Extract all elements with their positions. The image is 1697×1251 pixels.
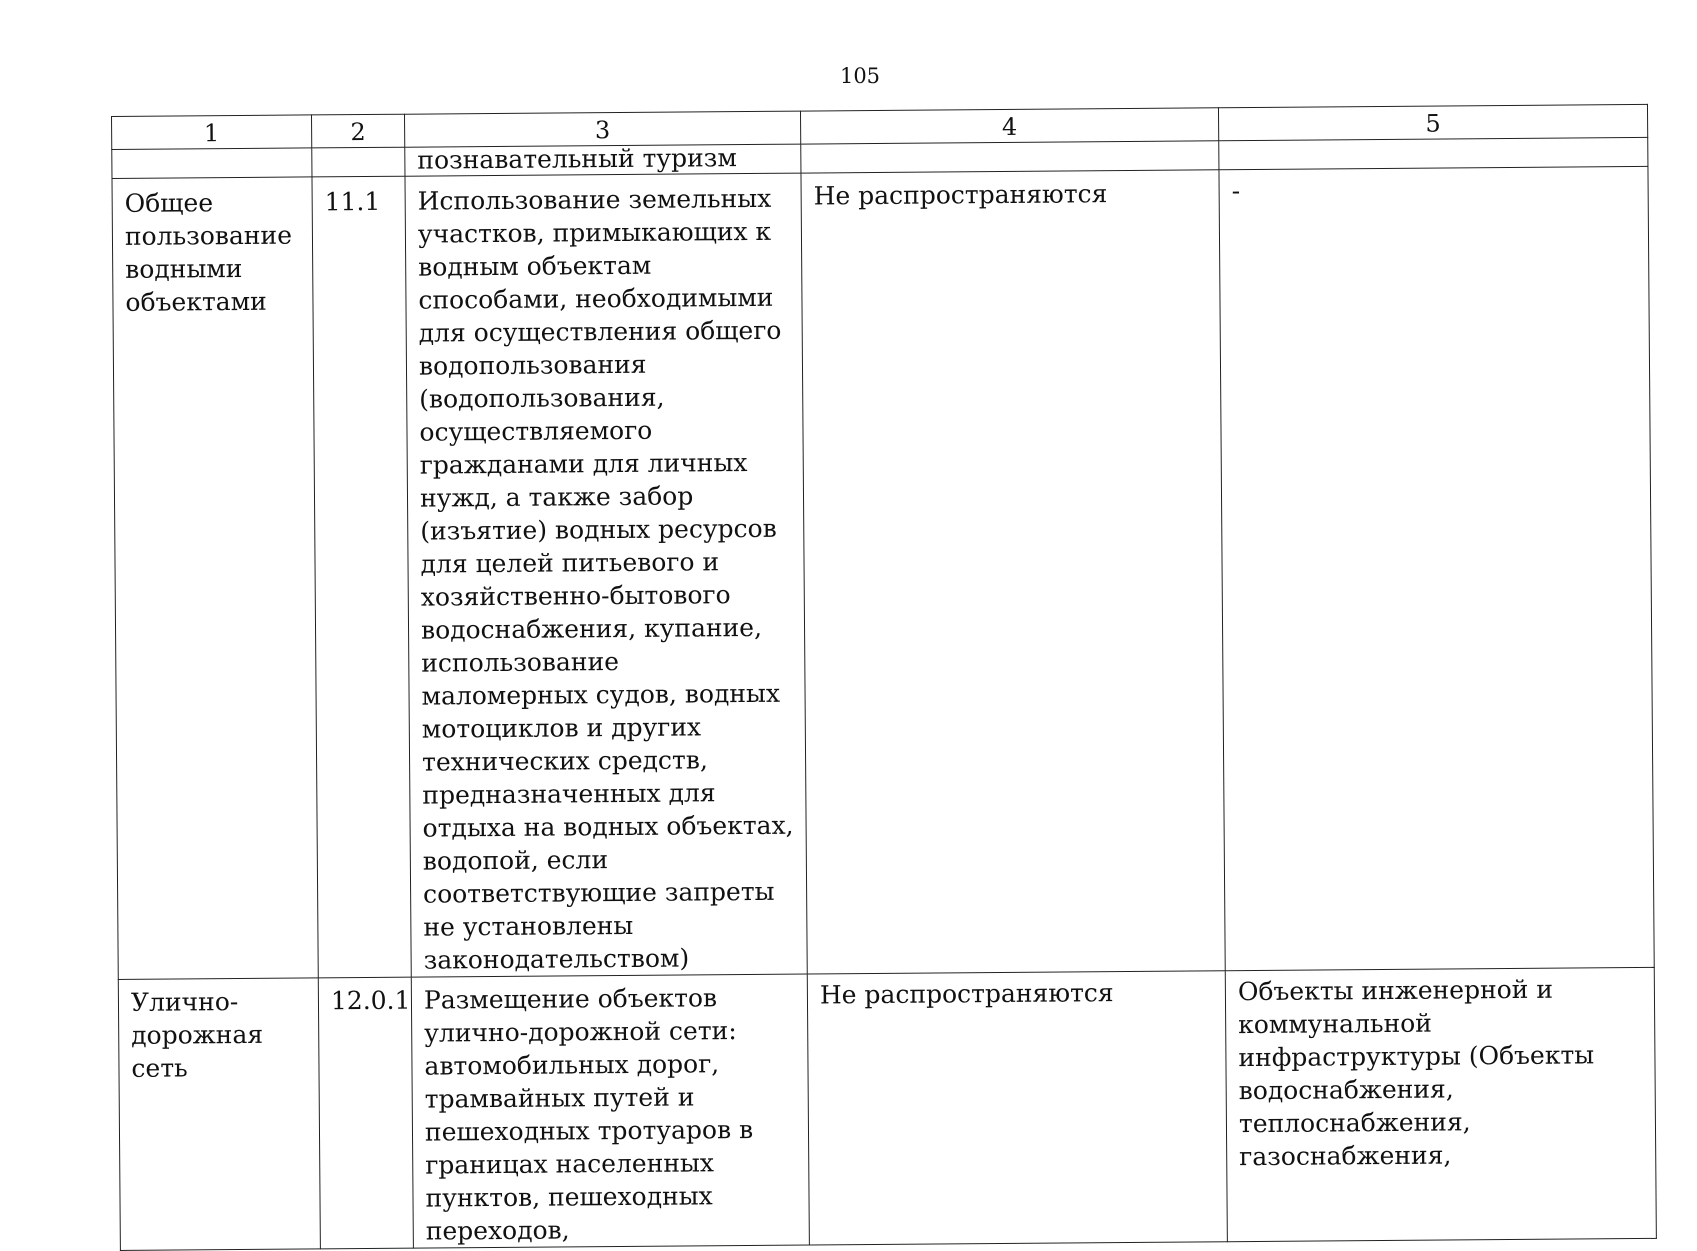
header-cell-4: 4 — [800, 108, 1218, 144]
cell-code: 11.1 — [312, 176, 411, 978]
regulation-table-sheet — [111, 104, 1656, 1246]
cell-description: познавательный туризм — [405, 144, 801, 176]
cell-column-4: Не распространяются — [807, 971, 1227, 1245]
header-cell-3: 3 — [404, 111, 800, 147]
cell-code — [312, 147, 405, 177]
cell-column-5: Объекты инженерной и коммунальной инфраструктуры (Объекты водоснабжения, теплоснабжения, газоснабжения, — [1225, 967, 1656, 1241]
header-cell-2: 2 — [311, 114, 404, 148]
cell-description: Размещение объектов улично-дорожной сети: автомобильных дорог, трамвайных путей и пешеходных тротуаров в границах населенных пунктов, пешеходных переходов, — [411, 974, 809, 1248]
header-cell-5: 5 — [1218, 104, 1647, 140]
cell-column-5: - — [1219, 166, 1654, 970]
cell-column-4 — [801, 141, 1219, 173]
cell-code: 12.0.1 — [318, 977, 413, 1249]
table-row-street-network — [118, 967, 1656, 1250]
land-use-table — [111, 104, 1657, 1251]
cell-usage-name — [112, 148, 312, 179]
cell-usage-name: Улично-дорожная сеть — [118, 978, 320, 1251]
cell-description: Использование земельных участков, примыкающих к водным объектам способами, необходимыми для осуществления общего водопользования (водопользования, осуществляемого гражданами для личных нужд, а также забор (изъятие) водных ресурсов для целей питьевого и хозяйственно-бытового водоснабжения, купание, использование маломерных судов, водных мотоциклов и других технических средств, предназначенных для отдыха на водных объектах, водопой, если соответствующие запреты не установлены законодательством) — [405, 173, 807, 977]
header-cell-1: 1 — [112, 115, 312, 150]
page-number: 105 — [839, 64, 881, 88]
cell-usage-name: Общее пользование водными объектами — [112, 177, 318, 980]
cell-column-5 — [1219, 137, 1648, 169]
cell-column-4: Не распространяются — [801, 170, 1225, 974]
table-row-water-objects — [112, 166, 1654, 979]
